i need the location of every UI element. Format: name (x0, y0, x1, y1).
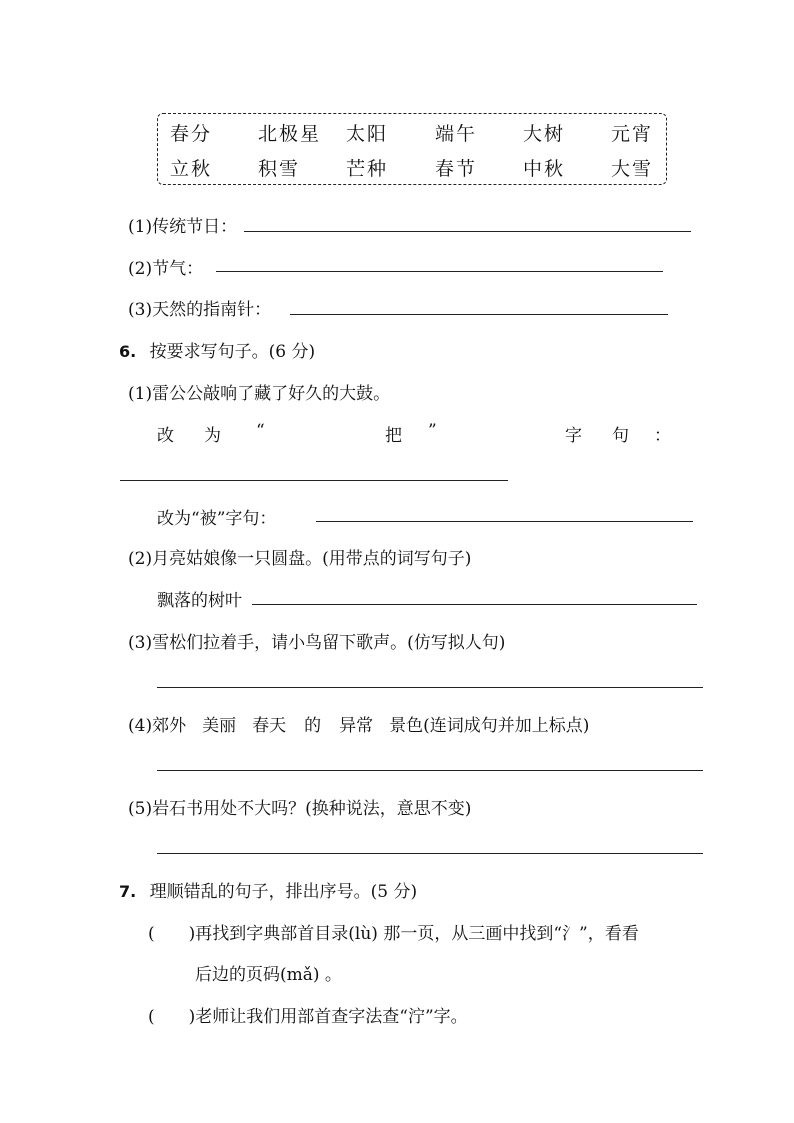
q6-s5-answer-line[interactable] (157, 853, 703, 854)
q6-s4-answer-line[interactable] (157, 770, 703, 771)
q6-s4-word: 异常 (339, 716, 374, 736)
q6-s4-word: 郊外 (152, 716, 187, 736)
q6-s1-ba-char: 把 (385, 426, 402, 446)
q7-item2[interactable]: ( )老师让我们用部首查字法查“泞”字。 (148, 1007, 468, 1027)
q5-sub1-answer-line[interactable] (244, 231, 691, 232)
q6-s2-sentence: (2)月亮姑娘像一只圆盘。(用带点的词写句子) (128, 549, 472, 569)
q6-s1-sentence: (1)雷公公敲响了藏了好久的大鼓。 (128, 384, 391, 404)
q6-s1-ba-char: 改 (157, 426, 174, 446)
q6-s1-ba-char: 字 (565, 426, 582, 446)
word-box-item: 太阳 (346, 123, 389, 145)
q6-s1-bei-label: 改为“被”字句： (157, 509, 277, 529)
q5-sub1-label: (1)传统节日： (128, 217, 238, 237)
q6-s2-prefix: 飘落的树叶 (157, 591, 242, 611)
q7-title: 理顺错乱的句子，排出序号。(5 分) (149, 882, 418, 902)
word-box-item: 大雪 (611, 158, 654, 180)
q7-item1-line2: 后边的页码(mǎ) 。 (195, 965, 342, 985)
word-box-item: 积雪 (258, 158, 301, 180)
word-box-item: 立秋 (170, 158, 213, 180)
q6-s1-ba-char: ： (654, 426, 671, 446)
q6-s1-ba-answer-line[interactable] (120, 480, 508, 481)
q7-item1-line1[interactable]: ( )再找到字典部首目录(lù) 那一页，从三画中找到“氵”，看看 (148, 924, 639, 944)
q6-s4-word: 美丽 (202, 716, 237, 736)
q6-title: 按要求写句子。(6 分) (149, 342, 316, 362)
q7-header (119, 877, 417, 902)
q6-s3-sentence: (3)雪松们拉着手，请小鸟留下歌声。(仿写拟人句) (128, 633, 506, 653)
q6-s4-word: 的 (304, 716, 322, 736)
q5-sub2-label: (2)节气： (128, 259, 204, 279)
q7-number: 7. (119, 882, 137, 901)
word-box-item: 端午 (435, 123, 478, 145)
word-box-item: 芒种 (346, 158, 389, 180)
q6-s4-sentence (128, 711, 589, 736)
q6-number: 6. (119, 342, 137, 361)
q5-sub3-label: (3)天然的指南针： (128, 300, 272, 320)
word-box (157, 113, 667, 185)
q6-s1-ba-char: “ (256, 421, 265, 441)
q6-s1-bei-answer-line[interactable] (316, 521, 693, 522)
q6-s3-answer-line[interactable] (157, 687, 703, 688)
word-box-item: 春分 (170, 123, 213, 145)
q6-s5-sentence: (5)岩石书用处不大吗？(换种说法，意思不变) (128, 799, 472, 819)
word-box-item: 中秋 (523, 158, 566, 180)
q6-s1-ba-char: 为 (204, 426, 221, 446)
word-box-item: 春节 (435, 158, 478, 180)
word-box-item: 大树 (523, 123, 566, 145)
q6-s1-ba-char: 句 (612, 426, 629, 446)
word-box-item: 北极星 (258, 123, 322, 145)
q5-sub3-answer-line[interactable] (290, 314, 668, 315)
word-box-item: 元宵 (611, 123, 654, 145)
q6-s1-ba-char: ” (428, 421, 437, 441)
q6-s4-note: (连词成句并加上标点) (423, 716, 590, 736)
q6-header (119, 337, 315, 362)
q6-s4-word: 春天 (252, 716, 287, 736)
q6-s2-answer-line[interactable] (252, 604, 697, 605)
q5-sub2-answer-line[interactable] (216, 271, 663, 272)
q6-s4-word: 景色 (389, 716, 424, 736)
q6-s4-prefix: (4) (128, 716, 153, 736)
